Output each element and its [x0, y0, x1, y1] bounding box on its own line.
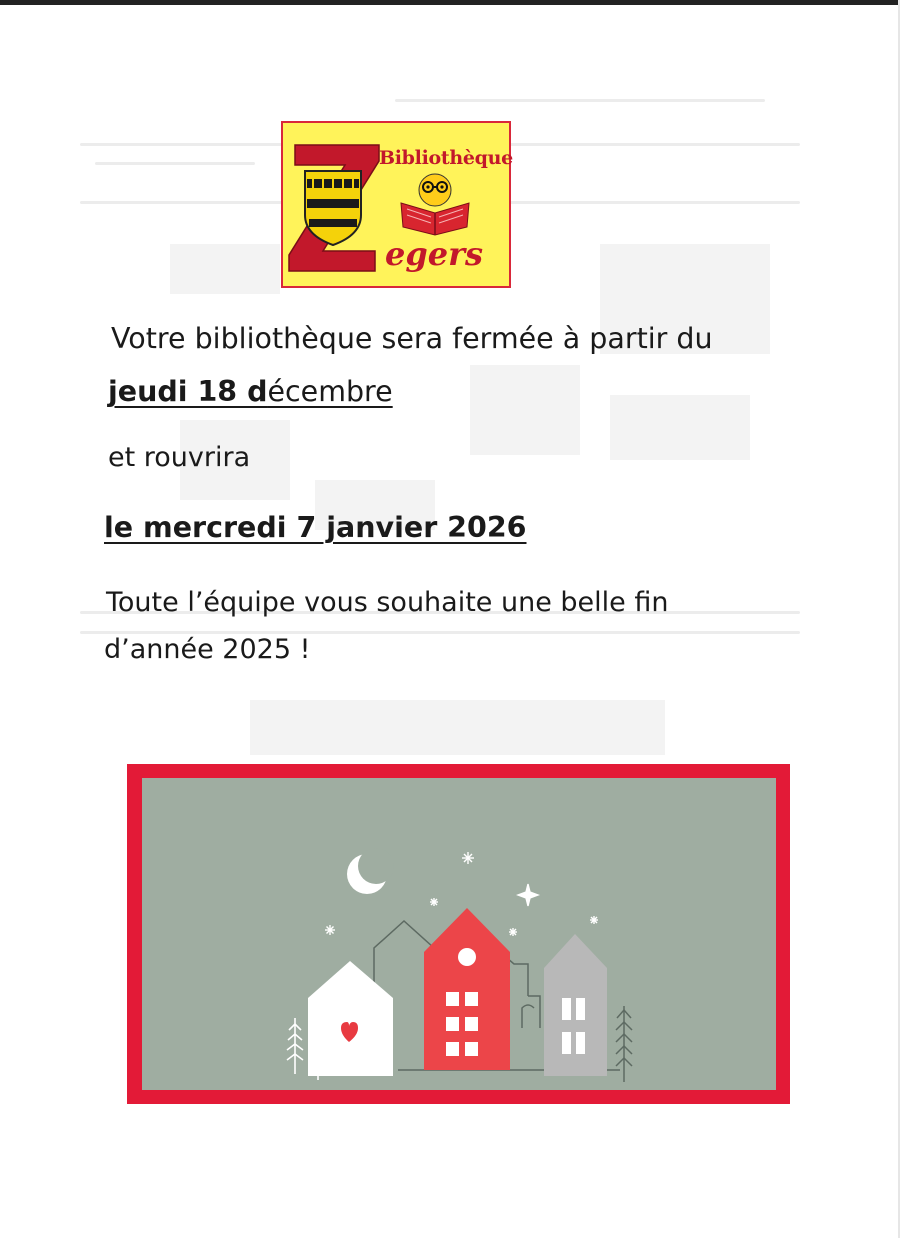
greeting-line-2: d’année 2025 ! — [104, 634, 311, 665]
star-icon — [509, 928, 517, 936]
white-house — [308, 961, 393, 1076]
closing-date-rest: écembre — [267, 375, 393, 408]
logo-word-bibliotheque: Bibliothèque — [379, 147, 513, 169]
winter-village-illustration — [142, 778, 776, 1090]
star-icon — [518, 884, 538, 906]
closing-date — [108, 374, 393, 410]
star-icon — [462, 852, 474, 864]
star-icon — [590, 916, 598, 924]
logo-word-zegers: egers — [385, 235, 483, 273]
closure-announcement: Votre bibliothèque sera fermée à partir du — [111, 322, 713, 355]
tree-icon — [287, 1018, 303, 1074]
library-logo — [281, 121, 511, 288]
star-icon — [430, 898, 438, 906]
closing-date-bold: jeudi 18 d — [108, 375, 268, 408]
reopening-date: le mercredi 7 janvier 2026 — [104, 511, 527, 544]
grey-house — [544, 934, 607, 1076]
greeting-line-1: Toute l’équipe vous souhaite une belle fin — [106, 587, 669, 618]
reading-emoji-icon — [401, 174, 469, 235]
greeting-card — [142, 778, 776, 1090]
red-house — [424, 908, 510, 1070]
moon-icon — [347, 848, 394, 894]
crest-icon — [305, 171, 361, 245]
star-icon — [325, 925, 335, 935]
scan-edge — [0, 0, 900, 5]
reopen-label: et rouvrira — [108, 442, 251, 473]
